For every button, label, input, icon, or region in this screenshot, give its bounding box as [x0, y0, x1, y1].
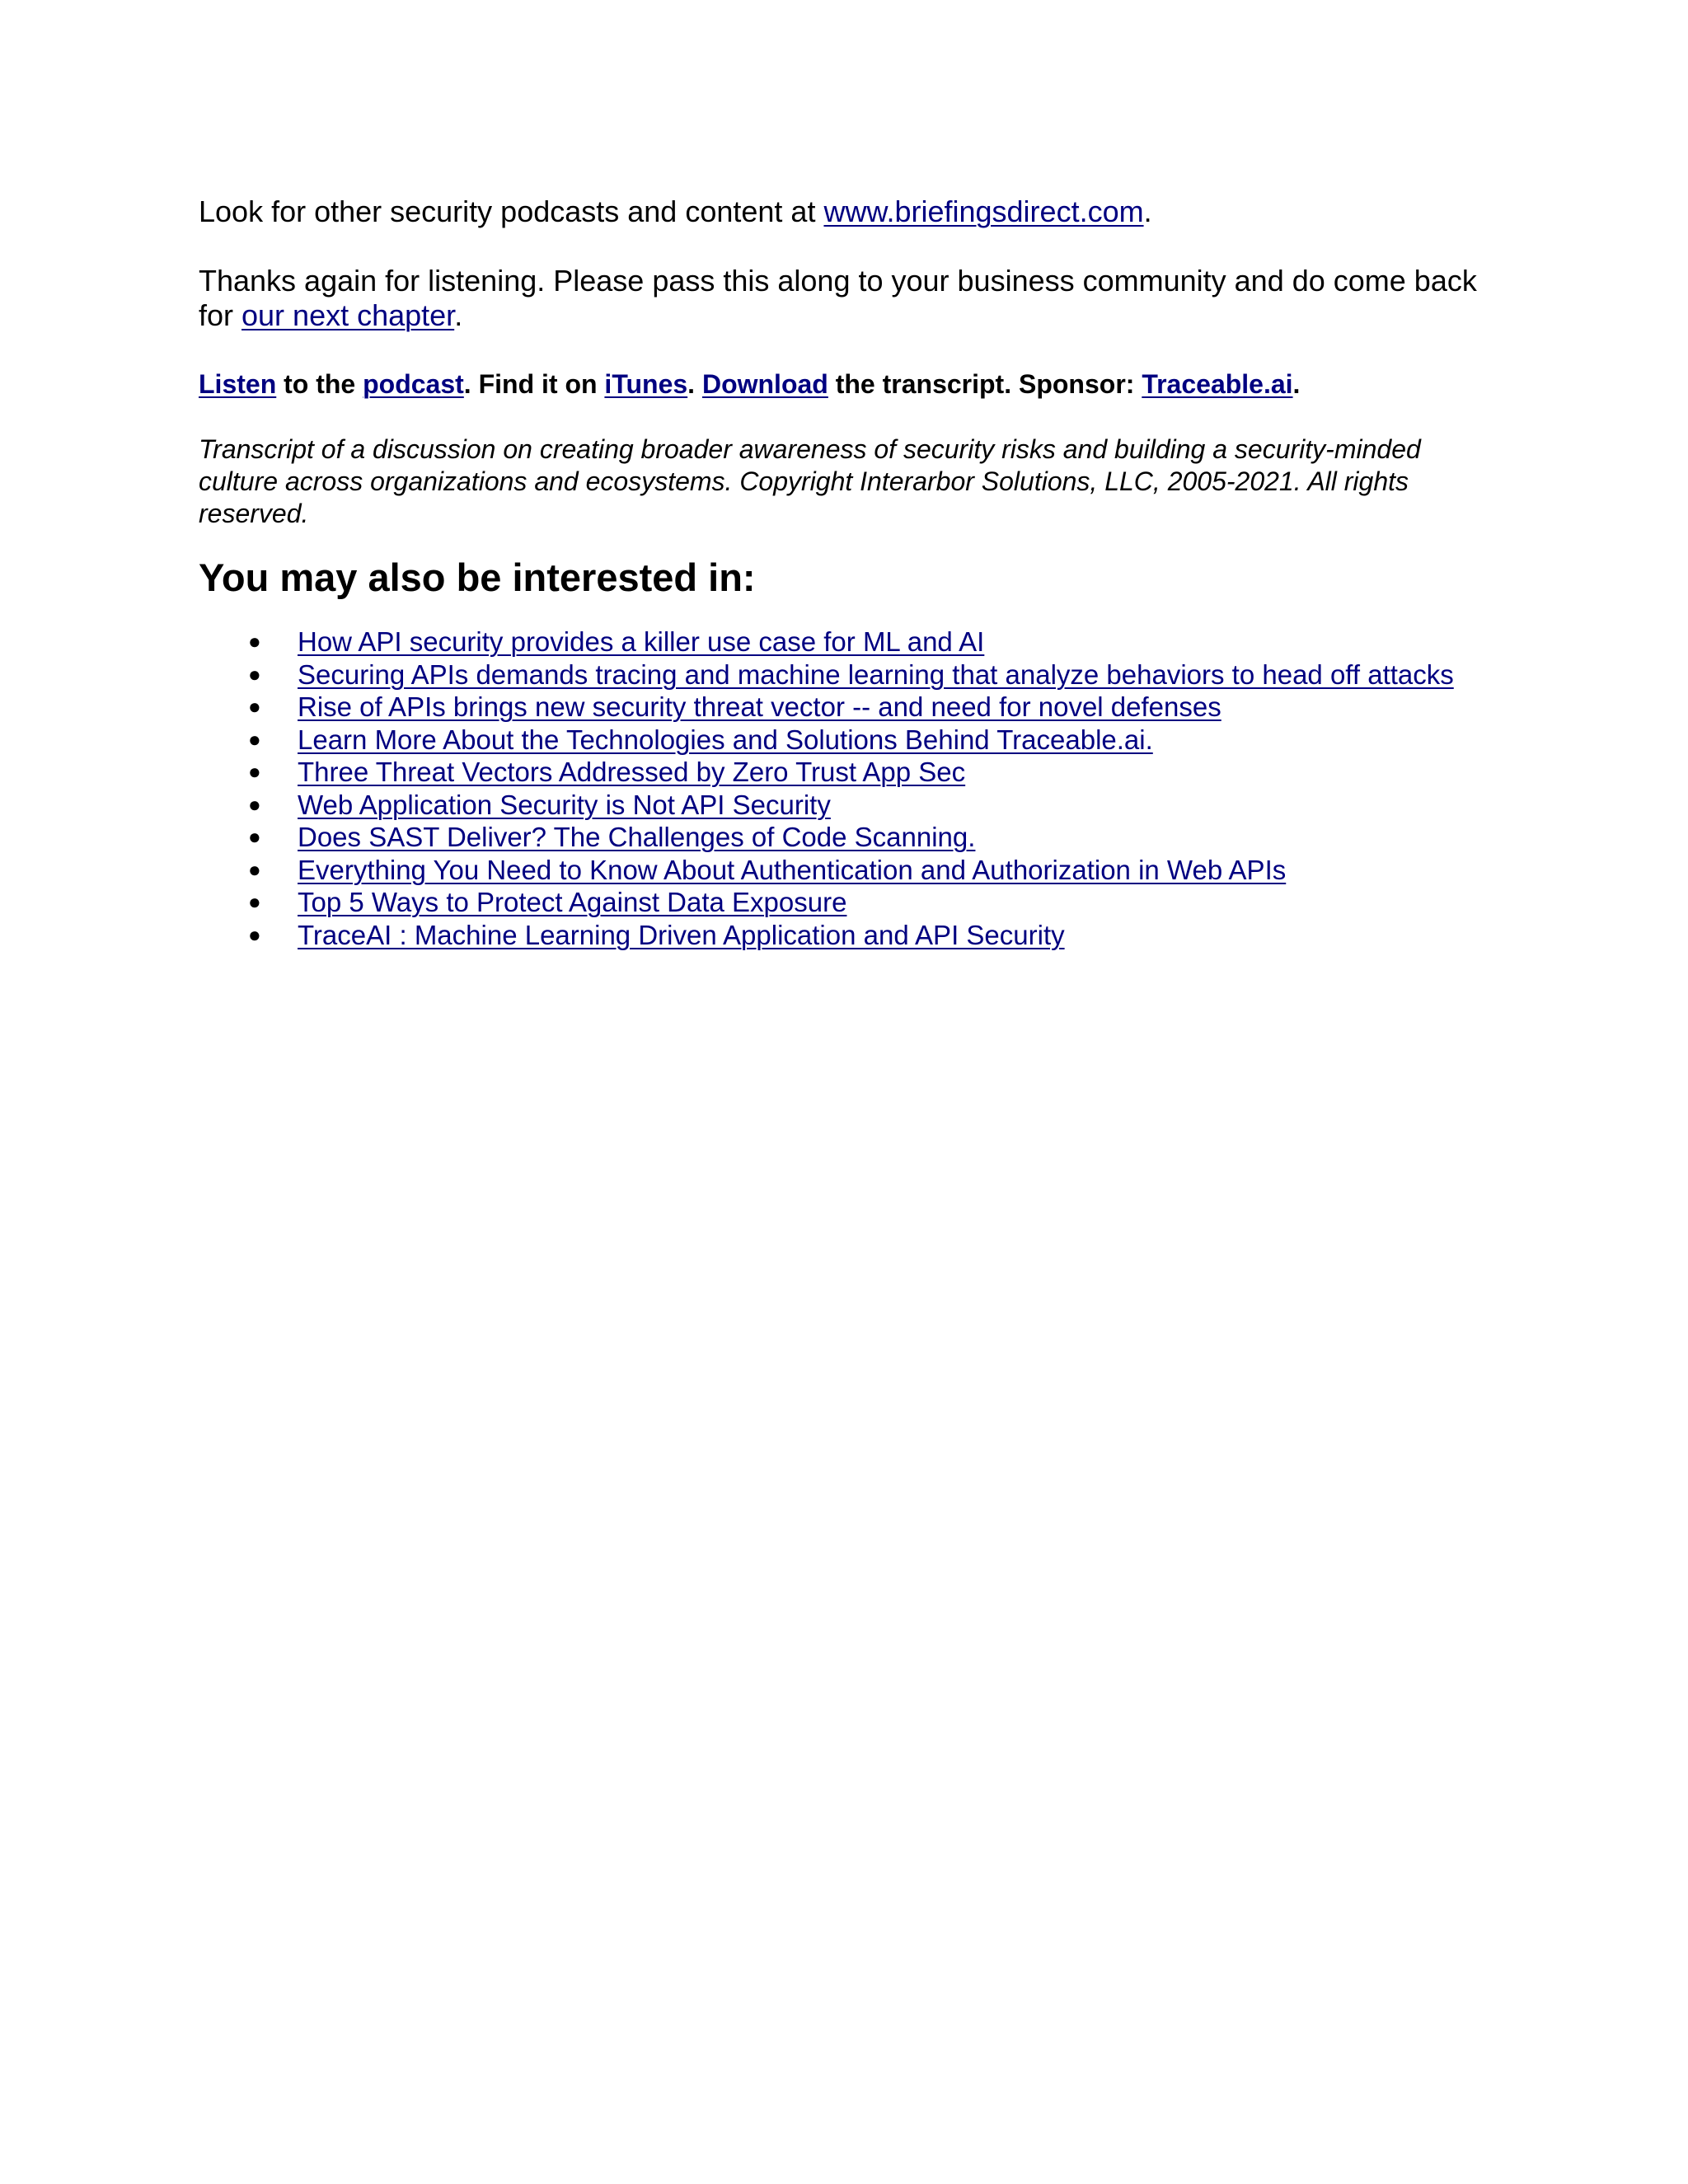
listen-text-2: . Find it on — [463, 369, 605, 399]
related-link[interactable]: Learn More About the Technologies and Solutions Behind Traceable.ai. — [298, 724, 1153, 755]
list-item — [199, 756, 1501, 789]
related-link[interactable]: Rise of APIs brings new security threat vector -- and need for novel defenses — [298, 691, 1221, 722]
listen-link[interactable]: Listen — [199, 369, 277, 399]
listen-text-1: to the — [276, 369, 363, 399]
bullet-icon: ● — [248, 661, 261, 687]
paragraph-thanks-suffix: . — [454, 298, 463, 332]
paragraph-briefings-text: Look for other security podcasts and content at — [199, 194, 824, 228]
list-item — [199, 821, 1501, 854]
bullet-icon: ● — [248, 629, 261, 654]
listen-text-4: the transcript. Sponsor: — [828, 369, 1142, 399]
briefingsdirect-link[interactable]: www.briefingsdirect.com — [823, 194, 1144, 228]
bullet-icon: ● — [248, 921, 261, 947]
sponsor-link[interactable]: Traceable.ai — [1142, 369, 1293, 399]
paragraph-briefings — [199, 194, 1501, 229]
listen-text-3: . — [687, 369, 702, 399]
bullet-icon: ● — [248, 856, 261, 882]
related-link[interactable]: Top 5 Ways to Protect Against Data Exposure — [298, 887, 847, 917]
related-link[interactable]: Everything You Need to Know About Authentication and Authorization in Web APIs — [298, 854, 1287, 885]
download-link[interactable]: Download — [701, 369, 828, 399]
podcast-link[interactable]: podcast — [363, 369, 464, 399]
document-page — [199, 194, 1501, 951]
list-item — [199, 691, 1501, 724]
list-item — [199, 854, 1501, 887]
bullet-icon: ● — [248, 759, 261, 784]
related-link[interactable]: Web Application Security is Not API Security — [298, 789, 831, 820]
listen-text-5: . — [1292, 369, 1301, 399]
list-item — [199, 658, 1501, 691]
itunes-link[interactable]: iTunes — [604, 369, 688, 399]
bullet-icon: ● — [248, 726, 261, 752]
list-item — [199, 724, 1501, 757]
paragraph-thanks — [199, 264, 1501, 333]
related-link[interactable]: Does SAST Deliver? The Challenges of Code Scanning. — [298, 822, 976, 852]
paragraph-thanks-text: Thanks again for listening. Please pass this along to your business community and do come back for — [199, 264, 1477, 332]
related-heading: You may also be interested in: — [199, 555, 756, 599]
paragraph-listen — [199, 368, 1501, 401]
related-link[interactable]: TraceAI : Machine Learning Driven Application and API Security — [298, 919, 1065, 950]
list-item — [199, 919, 1501, 952]
related-link[interactable]: Three Threat Vectors Addressed by Zero Trust App Sec — [298, 757, 966, 787]
bullet-icon: ● — [248, 889, 261, 914]
paragraph-briefings-suffix: . — [1143, 194, 1152, 228]
bullet-icon: ● — [248, 791, 261, 817]
list-item — [199, 626, 1501, 658]
related-link[interactable]: Securing APIs demands tracing and machine learning that analyze behaviors to head off attacks — [298, 658, 1454, 690]
list-item — [199, 886, 1501, 919]
next-chapter-link[interactable]: our next chapter — [241, 298, 455, 332]
related-links-list — [199, 626, 1501, 951]
transcript-copyright: Transcript of a discussion on creating broader awareness of security risks and building a security-minded culture across organizations and ecosystems. Copyright Interarbor Solutions, LLC, 2005-2021. All rights reserved. — [199, 434, 1421, 528]
bullet-icon: ● — [248, 824, 261, 849]
list-item — [199, 789, 1501, 822]
bullet-icon: ● — [248, 694, 261, 719]
related-link[interactable]: How API security provides a killer use case for ML and AI — [298, 626, 985, 657]
